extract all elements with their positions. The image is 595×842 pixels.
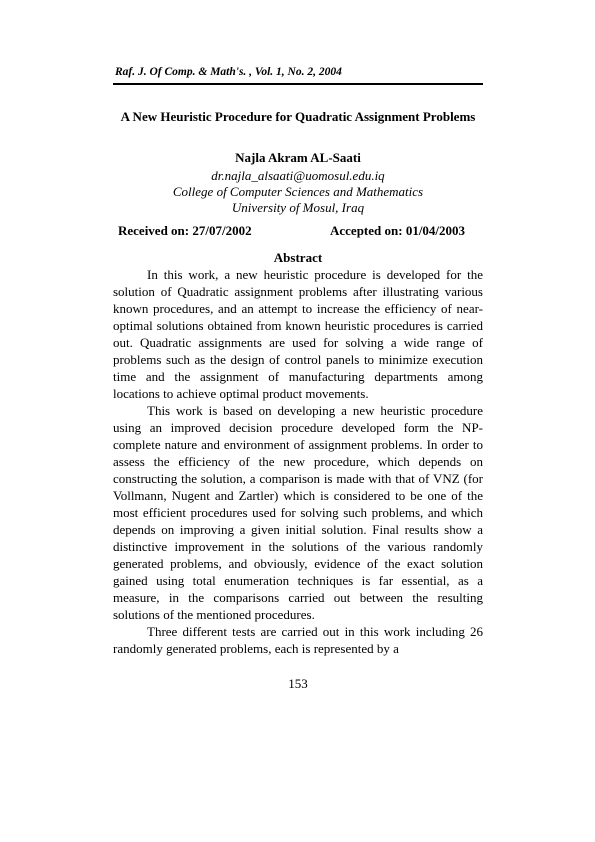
received-date: Received on: 27/07/2002 [118, 223, 252, 238]
accepted-date: Accepted on: 01/04/2003 [330, 223, 466, 238]
abstract-body [113, 266, 483, 657]
author-university: University of Mosul, Iraq [231, 200, 365, 215]
abstract-paragraph: In this work, a new heuristic procedure is developed for the solution of Quadratic assignment problems after illustrating various known procedures, and an attempt to increase the efficiency of near-optimal solutions obtained from known heuristic procedures is carried out. Quadratic assignments are used for solving a wide range of problems such as the design of control panels to minimize execution time and the assignment of manufacturing departments among locations to achieve optimal product movements. [113, 267, 483, 401]
header-rule [113, 83, 483, 85]
paper-title: A New Heuristic Procedure for Quadratic Assignment Problems [120, 109, 476, 124]
author-name: Najla Akram AL-Saati [235, 150, 361, 165]
abstract-heading: Abstract [273, 250, 323, 265]
abstract-paragraph: This work is based on developing a new heuristic procedure using an improved decision procedure developed form the NP-complete nature and environment of assignment problems. In order to assess the efficiency of the new procedure, which depends on constructing the solution, a comparison is made with that of VNZ (for Vollmann, Nugent and Zartler) which is considered to be one of the most efficient procedures used for solving such problems, and which depends on improving a given initial solution. Final results show a distinctive improvement in the solutions of the various randomly generated problems, and obviously, evidence of the exact solution gained using total enumeration techniques is far essential, as a measure, in the comparisons carried out between the resulting solutions of the mentioned procedures. [113, 403, 483, 622]
page-number: 153 [288, 676, 308, 691]
abstract-paragraph: Three different tests are carried out in this work including 26 randomly generated problems, each is represented by a [113, 624, 483, 656]
author-email: dr.najla_alsaati@uomosul.edu.iq [211, 168, 385, 183]
author-college: College of Computer Sciences and Mathematics [172, 184, 424, 199]
running-head: Raf. J. Of Comp. & Math's. , Vol. 1, No. 2, 2004 [115, 66, 342, 78]
